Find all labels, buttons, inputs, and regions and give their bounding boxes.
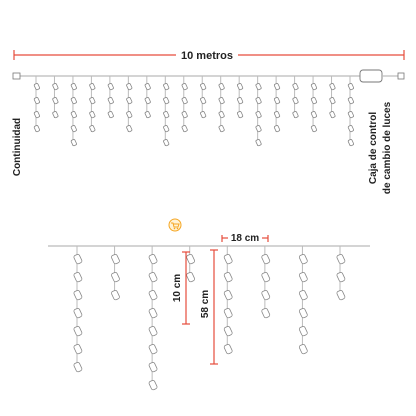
led-bulb — [34, 111, 40, 118]
led-bulb — [299, 308, 308, 319]
led-bulb — [348, 125, 354, 132]
spacing-label: 18 cm — [230, 233, 260, 244]
led-bulb — [148, 344, 157, 355]
led-bulb — [348, 97, 354, 104]
led-bulb — [111, 272, 120, 283]
total-length-dimension — [14, 50, 404, 62]
min-drop-label: 10 cm — [172, 273, 183, 303]
led-bulb — [148, 380, 157, 391]
max-drop-dimension — [200, 250, 218, 364]
led-bulb — [71, 139, 77, 146]
led-bulb — [329, 83, 335, 90]
led-bulb — [148, 308, 157, 319]
led-bulb — [108, 97, 114, 104]
min-drop-dimension — [172, 252, 190, 324]
led-bulb — [145, 111, 151, 118]
spacing-dimension — [222, 233, 268, 244]
led-bulb — [299, 326, 308, 337]
led-bulb — [182, 83, 188, 90]
led-bulb — [348, 83, 354, 90]
led-bulb — [182, 125, 188, 132]
controller-box — [360, 70, 382, 82]
led-bulb — [274, 97, 280, 104]
led-bulb — [299, 290, 308, 301]
led-bulb — [71, 111, 77, 118]
led-bulb — [71, 125, 77, 132]
led-bulb — [145, 97, 151, 104]
led-bulb — [348, 111, 354, 118]
led-bulb — [34, 83, 40, 90]
led-bulb — [336, 290, 345, 301]
led-bulb — [311, 111, 317, 118]
top-light-strand — [13, 70, 404, 146]
led-bulb — [274, 111, 280, 118]
continuity-label: Continuidad — [12, 117, 23, 177]
led-bulb — [145, 83, 151, 90]
led-bulb — [311, 83, 317, 90]
led-bulb — [274, 83, 280, 90]
led-bulb — [73, 254, 82, 265]
led-bulb — [163, 97, 169, 104]
led-bulb — [34, 97, 40, 104]
led-bulb — [274, 125, 280, 132]
led-bulb — [163, 83, 169, 90]
led-bulb — [73, 308, 82, 319]
led-bulb — [126, 111, 132, 118]
led-bulb — [148, 272, 157, 283]
led-bulb — [148, 326, 157, 337]
led-bulb — [255, 83, 261, 90]
led-bulb — [89, 111, 95, 118]
led-bulb — [348, 139, 354, 146]
continuity-plug — [13, 73, 20, 79]
led-bulb — [73, 272, 82, 283]
led-bulb — [224, 254, 233, 265]
led-bulb — [182, 97, 188, 104]
led-bulb — [336, 272, 345, 283]
led-bulb — [52, 97, 58, 104]
led-bulb — [261, 290, 270, 301]
led-bulb — [89, 125, 95, 132]
led-bulb — [182, 111, 188, 118]
led-bulb — [111, 254, 120, 265]
led-bulb — [163, 139, 169, 146]
led-bulb — [108, 83, 114, 90]
led-bulb — [292, 111, 298, 118]
shopping-cart-icon — [169, 219, 181, 231]
led-bulb — [224, 344, 233, 355]
led-bulb — [255, 111, 261, 118]
led-bulb — [224, 326, 233, 337]
led-bulb — [292, 97, 298, 104]
led-bulb — [111, 290, 120, 301]
led-bulb — [200, 97, 206, 104]
led-bulb — [71, 83, 77, 90]
led-bulb — [237, 83, 243, 90]
led-bulb — [255, 97, 261, 104]
led-bulb — [219, 97, 225, 104]
led-bulb — [336, 254, 345, 265]
led-bulb — [126, 125, 132, 132]
controller-label-line1: Caja de control — [368, 111, 379, 185]
led-bulb — [186, 272, 195, 283]
total-length-label: 10 metros — [181, 50, 233, 62]
led-bulb — [108, 111, 114, 118]
led-bulb — [148, 254, 157, 265]
led-bulb — [52, 83, 58, 90]
led-bulb — [255, 139, 261, 146]
led-bulb — [200, 111, 206, 118]
led-bulb — [89, 97, 95, 104]
led-bulb — [261, 308, 270, 319]
led-bulb — [224, 290, 233, 301]
led-bulb — [73, 362, 82, 373]
led-bulb — [186, 254, 195, 265]
led-bulb — [52, 111, 58, 118]
led-bulb — [261, 272, 270, 283]
led-bulb — [126, 97, 132, 104]
led-bulb — [73, 344, 82, 355]
controller-label-line2: de cambio de luces — [382, 101, 393, 195]
led-bulb — [148, 290, 157, 301]
led-bulb — [163, 111, 169, 118]
led-bulb — [71, 97, 77, 104]
led-bulb — [163, 125, 169, 132]
led-bulb — [311, 97, 317, 104]
led-bulb — [219, 111, 225, 118]
led-bulb — [200, 83, 206, 90]
led-bulb — [34, 125, 40, 132]
led-bulb — [89, 83, 95, 90]
led-bulb — [219, 83, 225, 90]
led-bulb — [299, 272, 308, 283]
led-bulb — [219, 125, 225, 132]
led-bulb — [73, 290, 82, 301]
led-bulb — [126, 83, 132, 90]
led-bulb — [261, 254, 270, 265]
led-bulb — [237, 97, 243, 104]
led-bulb — [224, 272, 233, 283]
led-bulb — [311, 125, 317, 132]
max-drop-label: 58 cm — [200, 289, 211, 319]
led-bulb — [329, 111, 335, 118]
led-bulb — [292, 83, 298, 90]
led-bulb — [148, 362, 157, 373]
led-bulb — [299, 344, 308, 355]
led-bulb — [237, 111, 243, 118]
led-bulb — [73, 326, 82, 337]
led-bulb — [299, 254, 308, 265]
led-bulb — [255, 125, 261, 132]
led-bulb — [224, 308, 233, 319]
power-plug — [398, 73, 404, 79]
led-bulb — [329, 97, 335, 104]
